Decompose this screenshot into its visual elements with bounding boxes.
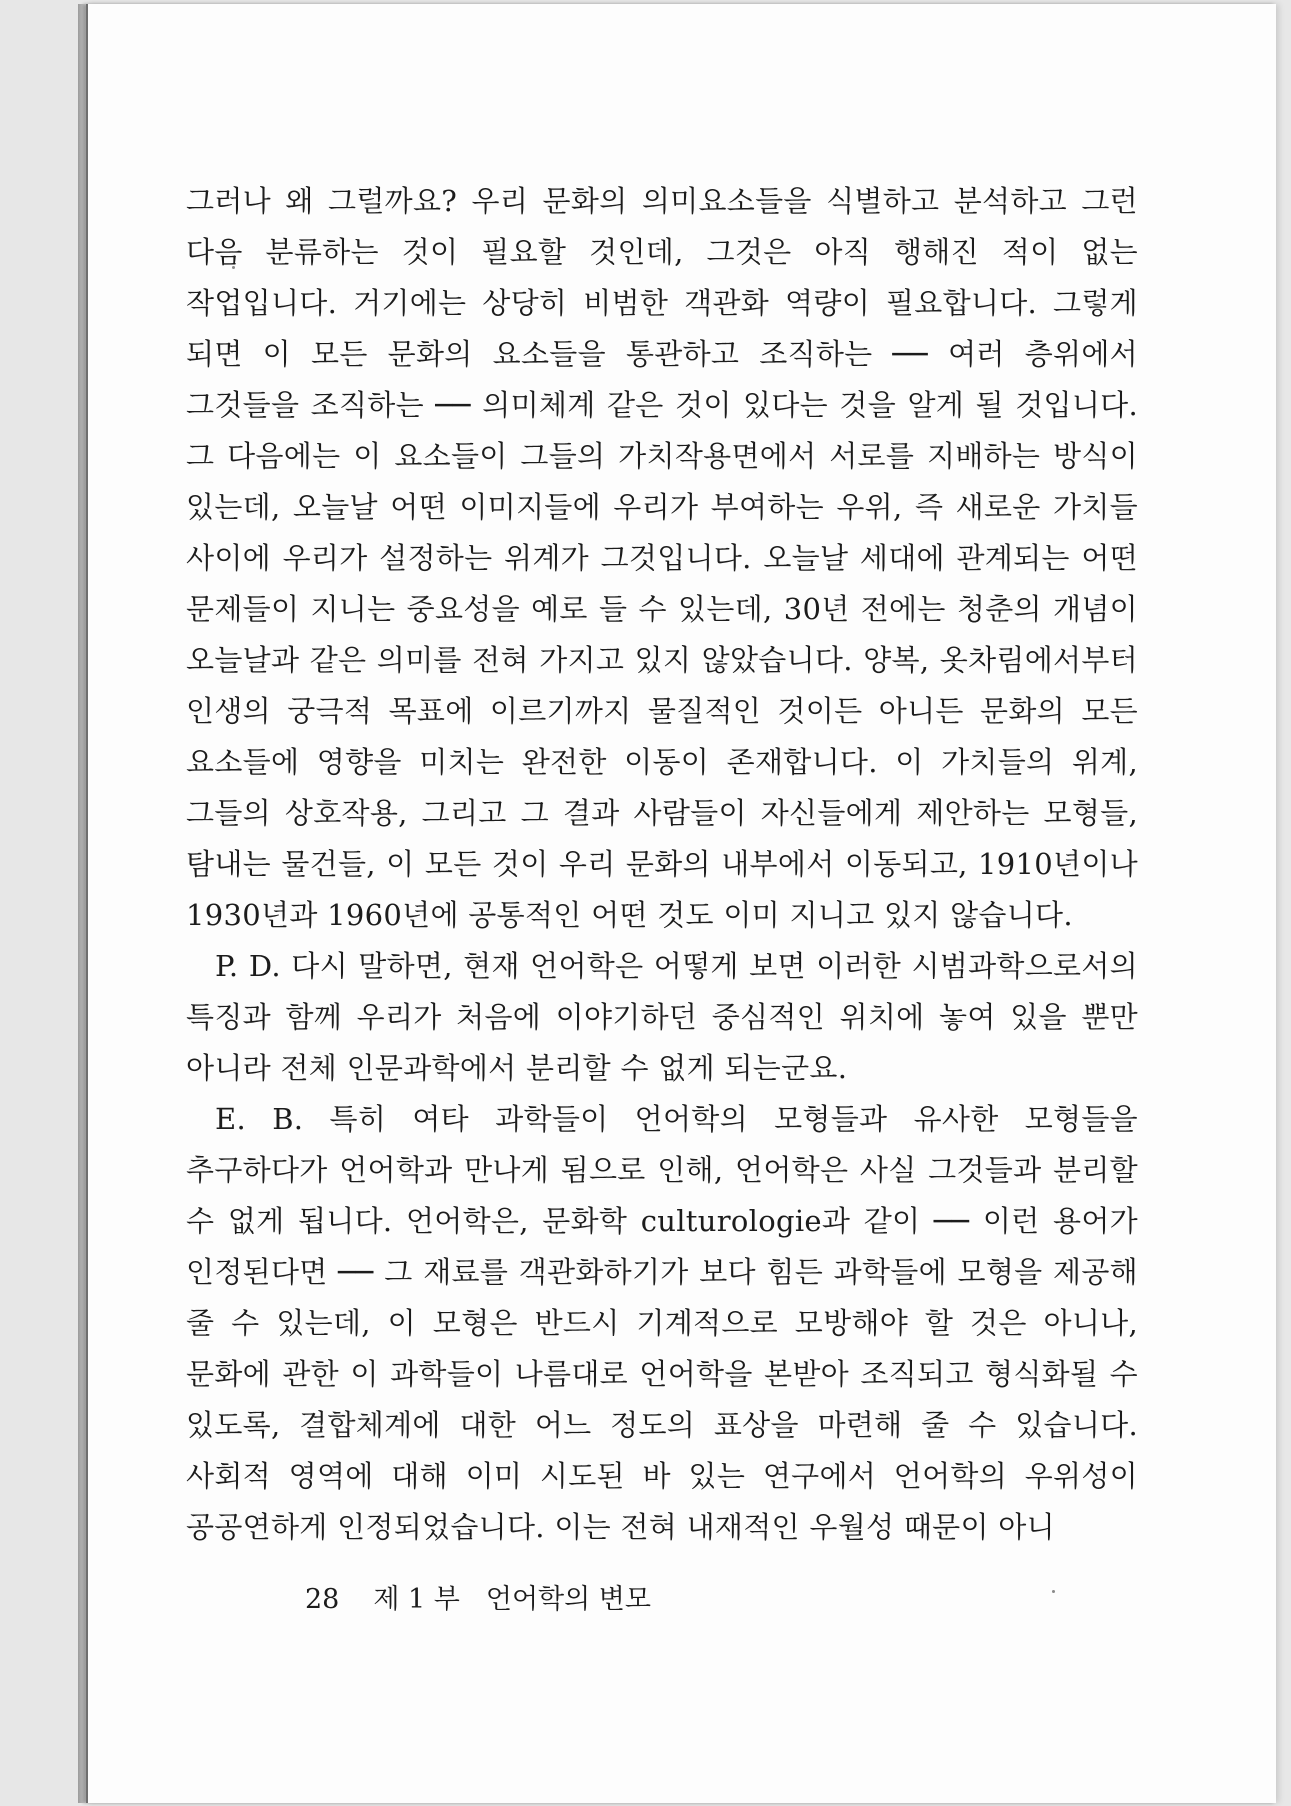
- body-text: [186, 176, 1138, 1553]
- page-number: 28: [305, 1584, 340, 1615]
- book-spine-shadow: [78, 4, 86, 1803]
- paragraph-1: 그러나 왜 그럴까요? 우리 문화의 의미요소들을 식별하고 분석하고 그런 다음 분류하는 것이 필요할 것인데, 그것은 아직 행해진 적이 없는 작업입니다. 거기에는 상당히 비범한 객관화 역량이 필요합니다. 그렇게 되면 이 모든 문화의 요소들을 통관하고 조직하는 ── 여러 층위에서 그것들을 조직하는 ── 의미체계 같은 것이 있다는 것을 알게 될 것입니다. 그 다음에는 이 요소들이 그들의 가치작용면에서 서로를 지배하는 방식이 있는데, 오늘날 어떤 이미지들에 우리가 부여하는 우위, 즉 새로운 가치들 사이에 우리가 설정하는 위계가 그것입니다. 오늘날 세대에 관계되는 어떤 문제들이 지니는 중요성을 예로 들 수 있는데, 30년 전에는 청춘의 개념이 오늘날과 같은 의미를 전혀 가지고 있지 않았습니다. 양복, 옷차림에서부터 인생의 궁극적 목표에 이르기까지 물질적인 것이든 아니든 문화의 모든 요소들에 영향을 미치는 완전한 이동이 존재합니다. 이 가치들의 위계, 그들의 상호작용, 그리고 그 결과 사람들이 자신들에게 제안하는 모형들, 탐내는 물건들, 이 모든 것이 우리 문화의 내부에서 이동되고, 1910년이나 1930년과 1960년에 공통적인 어떤 것도 이미 지니고 있지 않습니다.: [186, 184, 1138, 932]
- paragraph-3: E. B. 특히 여타 과학들이 언어학의 모형들과 유사한 모형들을 추구하다가 언어학과 만나게 됨으로 인해, 언어학은 사실 그것들과 분리할 수 없게 됩니다. 언어학은, 문화학 culturologie과 같이 ── 이런 용어가 인정된다면 ── 그 재료를 객관화하기가 보다 힘든 과학들에 모형을 제공해 줄 수 있는데, 이 모형은 반드시 기계적으로 모방해야 할 것은 아니나, 문화에 관한 이 과학들이 나름대로 언어학을 본받아 조직되고 형식화될 수 있도록, 결합체계에 대한 어느 정도의 표상을 마련해 줄 수 있습니다. 사회적 영역에 대해 이미 시도된 바 있는 연구에서 언어학의 우위성이 공공연하게 인정되었습니다. 이는 전혀 내재적인 우월성 때문이 아니: [186, 1102, 1138, 1544]
- scan-speck: [1052, 1590, 1055, 1593]
- page-footer: [305, 1584, 651, 1616]
- part-label: 제 1 부: [373, 1584, 460, 1615]
- chapter-title: 언어학의 변모: [485, 1584, 651, 1615]
- paragraph-2: P. D. 다시 말하면, 현재 언어학은 어떻게 보면 이러한 시범과학으로서의 특징과 함께 우리가 처음에 이야기하던 중심적인 위치에 놓여 있을 뿐만 아니라 전체 인문과학에서 분리할 수 없게 되는군요.: [186, 949, 1138, 1085]
